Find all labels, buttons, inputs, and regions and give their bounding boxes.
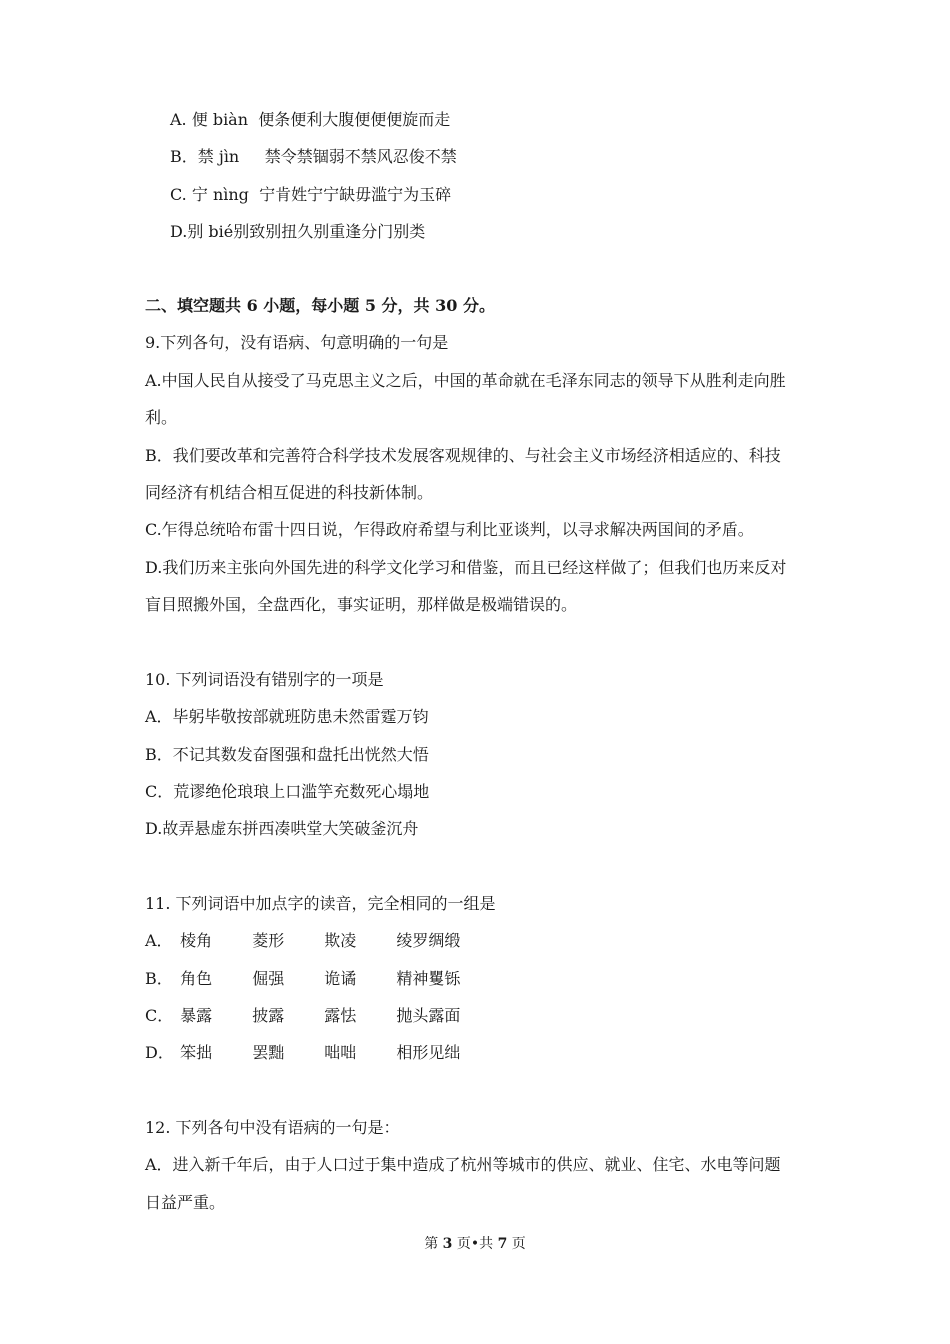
word: 绫罗绸缎 [396, 931, 461, 950]
q9-option-c: C.乍得总统哈布雷十四日说，乍得政府希望与利比亚谈判，以寻求解决两国间的矛盾。 [145, 520, 754, 539]
word: 咄咄 [324, 1043, 357, 1062]
option-label: A． [145, 931, 173, 950]
word: 抛头露面 [396, 1006, 461, 1025]
word: 角色 [180, 969, 213, 988]
option-label: D． [145, 1043, 174, 1062]
word: 笨拙 [180, 1043, 213, 1062]
q10-option-d: D.故弄悬虚东拼西凑哄堂大笑破釜沉舟 [145, 819, 419, 838]
word: 精神矍铄 [396, 969, 461, 988]
word: 倔强 [252, 969, 285, 988]
option-label: C． [145, 1006, 174, 1025]
q8-option-c [170, 185, 451, 205]
word: 暴露 [180, 1006, 213, 1025]
q9-option-a-line2: 利。 [145, 408, 178, 427]
word: 菱形 [252, 931, 285, 950]
q12-option-a-line1: A．进入新千年后，由于人口过于集中造成了杭州等城市的供应、就业、住宅、水电等问题 [145, 1155, 781, 1174]
option-words: 便条便利大腹便便便旋而走 [258, 110, 451, 129]
q10-option-a: A．毕躬毕敬按部就班防患未然雷霆万钧 [145, 707, 429, 726]
q8-option-a [170, 110, 450, 130]
q11-option-d [145, 1043, 460, 1063]
option-pinyin: 禁 jìn [197, 147, 240, 166]
q9-option-b-line1: B．我们要改革和完善符合科学技术发展客观规律的、与社会主义市场经济相适应的、科技 [145, 446, 781, 465]
section-heading: 二、填空题共 6 小题，每小题 5 分，共 30 分。 [145, 296, 495, 315]
page-footer [0, 1233, 950, 1253]
page-total: 7 [497, 1236, 508, 1252]
q11-stem: 11. 下列词语中加点字的读音，完全相同的一组是 [145, 894, 496, 913]
word: 欺凌 [324, 931, 357, 950]
q11-option-c [145, 1006, 460, 1026]
option-pinyin: 宁 nìng [191, 185, 249, 204]
option-words: 禁令禁锢弱不禁风忍俊不禁 [264, 147, 457, 166]
option-pinyin: 别 bié [187, 222, 234, 241]
option-words: 别致别扭久别重逢分门别类 [233, 222, 426, 241]
option-pinyin: 便 biàn [191, 110, 249, 129]
q8-option-d [170, 222, 425, 242]
q8-option-b [170, 147, 457, 167]
q9-option-a-line1: A.中国人民自从接受了马克思主义之后，中国的革命就在毛泽东同志的领导下从胜利走向胜 [145, 371, 786, 390]
q10-option-c: C．荒谬绝伦琅琅上口滥竽充数死心塌地 [145, 782, 430, 801]
option-label: C. [170, 185, 187, 204]
word: 罢黜 [252, 1043, 285, 1062]
option-label: D. [170, 222, 188, 241]
q12-option-a-line2: 日益严重。 [145, 1193, 226, 1212]
q12-stem: 12. 下列各句中没有语病的一句是： [145, 1118, 400, 1137]
q9-option-d-line1: D.我们历来主张向外国先进的科学文化学习和借鉴，而且已经这样做了；但我们也历来反对 [145, 558, 787, 577]
q11-option-a [145, 931, 460, 951]
q9-stem: 9.下列各句，没有语病、句意明确的一句是 [145, 333, 449, 352]
word: 相形见绌 [396, 1043, 461, 1062]
q9-option-d-line2: 盲目照搬外国，全盘西化，事实证明，那样做是极端错误的。 [145, 595, 578, 614]
option-label: A. [170, 110, 187, 129]
word: 露怯 [324, 1006, 357, 1025]
word: 披露 [252, 1006, 285, 1025]
q10-stem: 10. 下列词语没有错别字的一项是 [145, 670, 384, 689]
page-number: 3 [442, 1236, 453, 1252]
option-label: B． [145, 969, 173, 988]
option-label: B． [170, 147, 198, 166]
footer-text: 第 [424, 1236, 439, 1252]
q9-option-b-line2: 同经济有机结合相互促进的科技新体制。 [145, 483, 434, 502]
q11-option-b [145, 969, 460, 989]
word: 棱角 [180, 931, 213, 950]
option-words: 宁肯姓宁宁缺毋滥宁为玉碎 [259, 185, 452, 204]
q10-option-b: B．不记其数发奋图强和盘托出恍然大悟 [145, 745, 429, 764]
word: 诡谲 [324, 969, 357, 988]
footer-text: 页•共 [456, 1236, 494, 1252]
footer-text: 页 [511, 1236, 526, 1252]
